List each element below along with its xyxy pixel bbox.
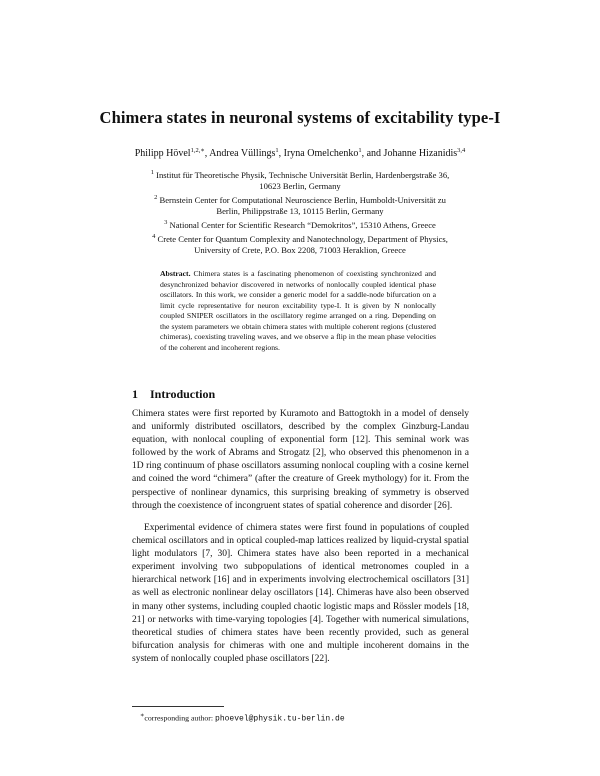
affiliation bbox=[145, 167, 455, 192]
author-affiliation-mark: 1 bbox=[358, 147, 362, 154]
author-affiliation-mark: 1,2,∗ bbox=[190, 147, 205, 154]
affiliation bbox=[145, 231, 455, 256]
affiliation-text: Institut für Theoretische Physik, Technische Universität Berlin, Hardenbergstraße 36, 10623 Berlin, Germany bbox=[156, 170, 450, 191]
footnote bbox=[140, 711, 345, 724]
section-heading bbox=[132, 387, 215, 402]
affiliation-mark: 4 bbox=[152, 233, 156, 240]
affiliation-mark: 1 bbox=[150, 169, 154, 176]
body-paragraph: Experimental evidence of chimera states were first found in populations of coupled chemical oscillators and in optical coupled-map lattices realized by liquid-crystal spatial light modulators [7, 30]. Chimera states have also been reported in a mechanical experiment involving two subpopulations of identical metronomes coupled in a hierarchical network [16] and in experiments involving electrochemical oscillators [31] as well as electronic nonlinear delay oscillators [14]. Chimeras have also been observed in many other systems, including coupled chaotic logistic maps and Rössler models [18, 21] or networks with time-varying topologies [4]. Together with numerical simulations, theoretical studies of chimera states have been recently provided, such as general bifurcation analysis for chimeras with one and multiple incoherent domains in the system of nonlocally coupled phase oscillators [22]. bbox=[132, 523, 469, 664]
author-name: Johanne Hizanidis bbox=[383, 148, 458, 159]
affiliation bbox=[145, 192, 455, 217]
affiliation bbox=[145, 217, 455, 231]
footnote-email[interactable]: phoevel@physik.tu-berlin.de bbox=[215, 714, 345, 724]
section-number: 1 bbox=[132, 387, 138, 401]
author-separator: , bbox=[278, 148, 284, 159]
affiliation-text: National Center for Scientific Research “Demokritos”, 15310 Athens, Greece bbox=[169, 220, 436, 230]
affiliation-text: Bernstein Center for Computational Neuroscience Berlin, Humboldt-Universität zu Berlin, Philippstraße 13, 10115 Berlin, Germany bbox=[159, 195, 446, 216]
footnote-label: corresponding author: bbox=[144, 713, 216, 723]
author-name: Philipp Hövel bbox=[134, 148, 191, 159]
affiliation-mark: 2 bbox=[154, 194, 158, 201]
abstract-label: Abstract. bbox=[160, 269, 191, 278]
author-separator: , bbox=[204, 148, 210, 159]
body-paragraph: Chimera states were first reported by Kuramoto and Battogtokh in a model of densely and uniformly distributed oscillators, described by the complex Ginzburg-Landau equation, with nonlocal coupling of exponential form [12]. This seminal work was followed by the work of Abrams and Strogatz [2], who observed this phenomenon in a 1D ring continuum of phase oscillators assuming nonlocal coupling with a cosine kernel and coined the word “chimera” (after the creature of Greek mythology) for it. From the perspective of nonlinear dynamics, this surprising breaking of symmetry is observed through the coexistence of incongruent states of spatial coherence and disorder [26]. bbox=[132, 409, 469, 511]
author-line bbox=[0, 146, 600, 159]
affiliation-mark: 3 bbox=[164, 219, 168, 226]
author-affiliation-mark: 3,4 bbox=[457, 147, 466, 154]
abstract-text: Chimera states is a fascinating phenomenon of coexisting synchronized and desynchronized behavior discovered in networks of nonlocally coupled identical phase oscillators. In this work, we consider a generic model for a saddle-node bifurcation on a limit cycle representative for neuron excitability type-I. It is given by N nonlocally coupled SNIPER oscillators in the oscillatory regime arranged on a ring. Depending on the system parameters we obtain chimera states with multiple coherent regions (clustered chimeras), coexisting traveling waves, and we observe a flip in the mean phase velocities of the coherent and incoherent regions. bbox=[160, 269, 436, 352]
abstract bbox=[160, 269, 436, 353]
author-separator: , and bbox=[361, 148, 384, 159]
author-name: Iryna Omelchenko bbox=[283, 148, 359, 159]
footnote-rule bbox=[132, 706, 224, 707]
paper-title: Chimera states in neuronal systems of excitability type-I bbox=[99, 108, 501, 127]
author-name: Andrea Vüllings bbox=[209, 148, 276, 159]
affiliation-text: Crete Center for Quantum Complexity and Nanotechnology, Department of Physics, University of Crete, P.O. Box 2208, 71003 Heraklion, Greece bbox=[157, 234, 448, 255]
author-affiliation-mark: 1 bbox=[275, 147, 279, 154]
footnote-mark: ∗ bbox=[140, 712, 145, 719]
affiliation-list bbox=[0, 167, 600, 256]
section-title: Introduction bbox=[150, 387, 216, 401]
